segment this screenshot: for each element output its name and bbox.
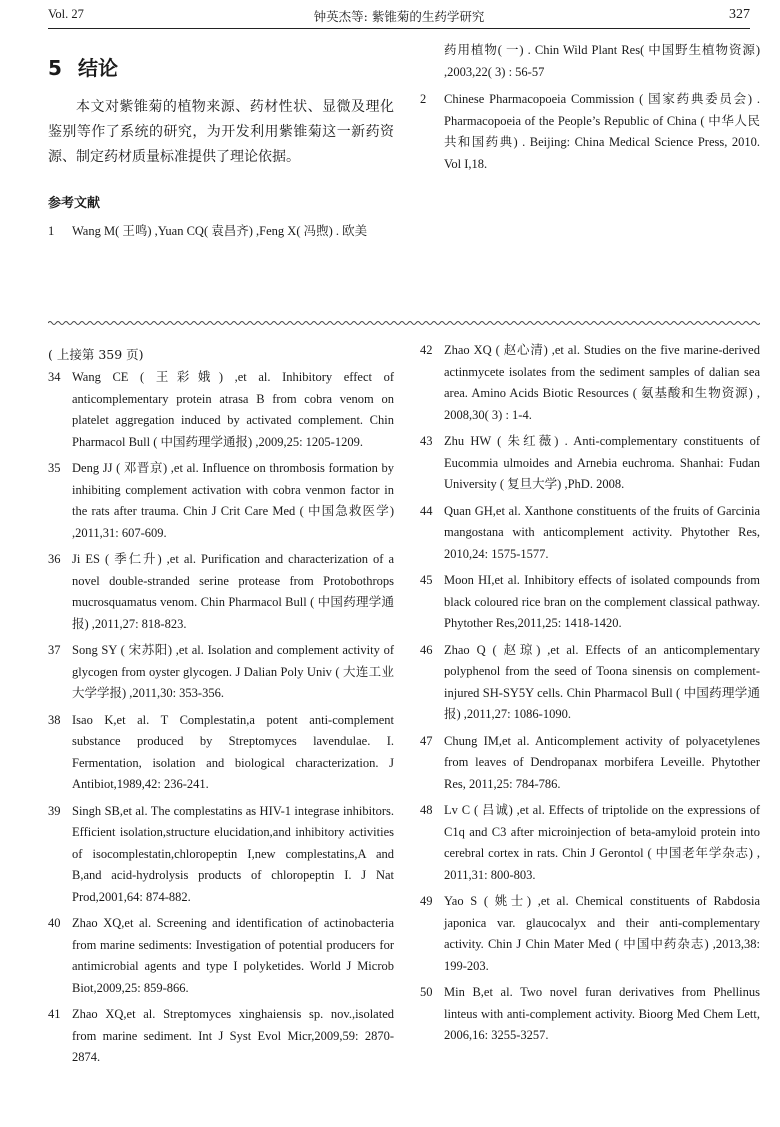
reference-number: 47	[420, 733, 433, 748]
reference-item	[420, 501, 760, 566]
page-number: 327	[729, 7, 750, 22]
reference-text: Zhu HW ( 朱红薇) . Anti-complementary constituents of Eucommia ulmoides and Arnebia euchroma. Shanhai: Fudan University ( 复旦大学) ,PhD. 2008.	[444, 434, 760, 491]
section-heading	[48, 52, 394, 81]
reference-text: Singh SB,et al. The complestatins as HIV-1 integrase inhibitors. Efficient isolation,structure elucidation,and inhibitory activities of isocomplestatin,chloropeptin I,new complestatins,A and B,and acid-hydrolysis products of chloropeptin I. J Nat Prod,2001,64: 874-882.	[72, 803, 394, 904]
top-right-references	[420, 40, 760, 175]
reference-text: Zhao XQ,et al. Streptomyces xinghaiensis sp. nov.,isolated from marine sediment. Int J Syst Evol Micr,2009,59: 2870-2874.	[72, 1007, 394, 1064]
reference-text: Zhao XQ ( 赵心清) ,et al. Studies on the five marine-derived actinmycete isolates from the sediment samples of dalian sea area. Amino Acids Biotic Resources ( 氨基酸和生物资源) , 2008,30( 3) : 1-4.	[444, 343, 760, 422]
reference-text: Ji ES ( 季仁升) ,et al. Purification and characterization of a novel double-stranded serine protease from Protobothrops mucrosquamatus venom. Chin Pharmacol Bull ( 中国药理学通报) ,2011,27: 818-823.	[72, 552, 394, 631]
reference-text: Wang CE ( 王彩娥) ,et al. Inhibitory effect of anticomplementary protein atrasa B from cobra venom on platelet aggregation induced by activated complement. Chin Pharmacol Bull ( 中国药理学通报) ,2009,25: 1205-1209.	[72, 370, 394, 449]
reference-number: 40	[48, 916, 61, 930]
section-number: 5	[48, 56, 62, 80]
reference-text: Min B,et al. Two novel furan derivatives from Phellinus linteus with anti-complement activity. Bioorg Med Chem Lett, 2006,16: 3255-3257.	[444, 985, 760, 1042]
reference-item	[420, 891, 760, 977]
reference-item	[420, 800, 760, 886]
conclusion-section	[48, 44, 394, 243]
continued-from-label: ( 上接第 359 页)	[48, 347, 144, 362]
reference-text: Chung IM,et al. Anticomplement activity of polyacetylenes from leaves of Dendropanax morbifera Leveille. Phytother Res, 2011,25: 784-786.	[444, 733, 760, 791]
reference-number: 1	[48, 224, 55, 238]
reference-number: 36	[48, 552, 61, 566]
reference-item	[48, 913, 394, 999]
reference-number: 43	[420, 434, 433, 448]
reference-item	[48, 221, 394, 243]
reference-text: Zhao Q ( 赵琼) ,et al. Effects of an anticomplementary polyphenol from the seed of Toona sinensis on complement-injured SH-SY5Y cells. Chin Pharmacol Bull ( 中国药理学通报) ,2011,27: 1086-1090.	[444, 642, 760, 721]
reference-item	[420, 89, 760, 175]
reference-number: 42	[420, 343, 433, 357]
running-title: 钟英杰等: 紫锥菊的生药学研究	[313, 9, 485, 24]
references-left-column	[48, 344, 394, 1074]
section-title: 结论	[78, 56, 118, 80]
reference-item	[48, 367, 394, 453]
reference-item	[48, 710, 394, 796]
reference-item	[420, 431, 760, 496]
reference-number: 45	[420, 573, 433, 587]
reference-number: 37	[48, 643, 61, 657]
reference-number: 41	[48, 1007, 61, 1021]
wavy-divider	[48, 318, 760, 328]
reference-number: 34	[48, 370, 61, 384]
reference-text: Quan GH,et al. Xanthone constituents of the fruits of Garcinia mangostana with anticomplement activity. Phytother Res, 2010,24: 1575-1577.	[444, 503, 760, 561]
reference-item	[48, 549, 394, 635]
reference-text: Deng JJ ( 邓晋京) ,et al. Influence on thrombosis formation by inhibiting complement activation with cobra venmon factor in the rats after trauma. Chin J Crit Care Med ( 中国急救医学) ,2011,31: 607-609.	[72, 461, 394, 540]
reference-number: 50	[420, 985, 433, 999]
reference-number: 39	[48, 803, 61, 818]
references-right-column	[420, 340, 760, 1052]
reference-item	[48, 1004, 394, 1069]
reference-text: Moon HI,et al. Inhibitory effects of isolated compounds from black coloured rice bran on the complement classical pathway. Phytother Res,2011,25: 1418-1420.	[444, 573, 760, 630]
reference-item	[420, 640, 760, 726]
reference-text: Isao K,et al. T Complestatin,a potent anti-complement substance produced by Streptomyces lavendulae. I. Fermentation, isolation and biological characterization. J Antibiot,1989,42: 236-241.	[72, 712, 394, 791]
reference-number: 46	[420, 642, 433, 657]
conclusion-paragraph: 本文对紫锥菊的植物来源、药材性状、显微及理化鉴别等作了系统的研究，为开发利用紫锥菊这一新药资源、制定药材质量标准提供了理论依据。	[48, 99, 394, 165]
reference-number: 38	[48, 712, 61, 727]
reference-text: Zhao XQ,et al. Screening and identification of actinobacteria from marine sediments: Investigation of potential producers for antimicrobial agents and type I polyketides. World J Microb Biot,2009,25: 859-866.	[72, 916, 394, 995]
reference-text: Lv C ( 吕诚) ,et al. Effects of triptolide on the expressions of C1q and C3 after microinjection of beta-amyloid protein into cerebral cortex in rats. Chin J Gerontol ( 中国老年学杂志) , 2011,31: 800-803.	[444, 803, 760, 882]
reference-item	[48, 640, 394, 705]
reference-text: Song SY ( 宋苏阳) ,et al. Isolation and complement activity of glycogen from oyster glycogen. J Dalian Poly Univ ( 大连工业大学学报) ,2011,30: 353-356.	[72, 643, 394, 700]
reference-item	[48, 458, 394, 544]
reference-number: 48	[420, 803, 433, 817]
reference-number: 35	[48, 461, 61, 475]
reference-item	[420, 570, 760, 635]
reference-item	[420, 731, 760, 796]
reference-number: 2	[420, 92, 427, 106]
reference-text: Yao S ( 姚士) ,et al. Chemical constituents of Rabdosia japonica var. glaucocalyx and their anti-complementary activity. Chin J Chin Mater Med ( 中国中药杂志) ,2013,38: 199-203.	[444, 894, 760, 973]
reference-text: 药用植物( 一) . Chin Wild Plant Res( 中国野生植物资源) ,2003,22( 3) : 56-57	[444, 43, 760, 79]
reference-number: 44	[420, 503, 433, 518]
reference-number: 49	[420, 894, 433, 908]
reference-text: Chinese Pharmacopoeia Commission ( 国家药典委员会) . Pharmacopoeia of the People’s Republic of China ( 中华人民共和国药典) . Beijing: China Medical Science Press, 2010. Vol I,18.	[444, 92, 760, 171]
reference-item	[420, 340, 760, 426]
running-header	[48, 0, 750, 29]
journal-volume: Vol. 27	[48, 7, 84, 21]
reference-item	[420, 982, 760, 1047]
reference-item	[48, 801, 394, 909]
reference-item-continued	[420, 40, 760, 83]
references-heading: 参考文献	[48, 196, 101, 211]
reference-text: Wang M( 王鸣) ,Yuan CQ( 袁昌齐) ,Feng X( 冯煦) . 欧美	[72, 224, 368, 238]
